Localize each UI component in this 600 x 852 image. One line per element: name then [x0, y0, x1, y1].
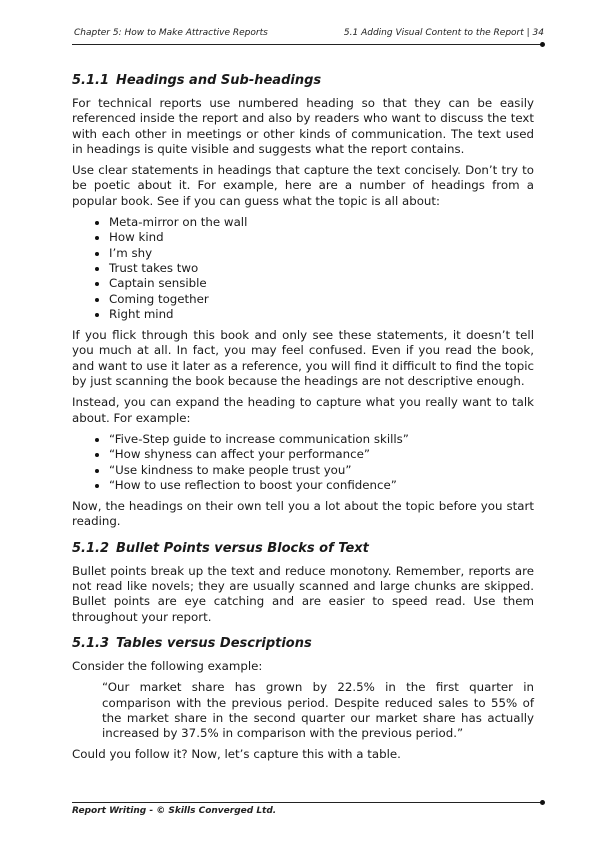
section-number: 5.1.1 [72, 73, 110, 88]
section-heading-5-1-3 [72, 635, 534, 653]
footer-rule-dot [540, 800, 545, 805]
list-item: “How shyness can affect your performance” [95, 447, 534, 462]
paragraph: Use clear statements in headings that capture the text concisely. Don’t try to be poetic about it. For example, here are a number of headings from a popular book. See if you can guess what the topic is all about: [72, 163, 534, 208]
header-rule-dot [540, 42, 545, 47]
page-body [72, 72, 534, 769]
section-heading-5-1-2 [72, 540, 534, 558]
header-rule [72, 44, 542, 45]
running-header [72, 26, 544, 44]
list-item: How kind [95, 230, 534, 245]
list-item: “How to use reflection to boost your confidence” [95, 478, 534, 493]
footer-rule [72, 802, 542, 803]
chapter-title: Chapter 5: How to Make Attractive Reports [74, 28, 268, 38]
paragraph: Bullet points break up the text and reduce monotony. Remember, reports are not read like novels; they are usually scanned and large chunks are skipped. Bullet points are eye catching and are easier to speed read. Use them throughout your report. [72, 563, 534, 624]
quoted-example: “Our market share has grown by 22.5% in the first quarter in comparison with the previous period. Despite reduced sales to 55% of the market share in the second quarter our market share has actually increased by 37.5% in comparison with the previous period.” [102, 680, 534, 741]
list-item: Meta-mirror on the wall [95, 215, 534, 230]
paragraph: For technical reports use numbered heading so that they can be easily referenced inside the report and also by readers who want to discuss the text with each other in meetings or other kinds of communication. The text used in headings is quite visible and suggests what the report contains. [72, 96, 534, 156]
section-number: 5.1.3 [72, 635, 110, 651]
list-item: “Five-Step guide to increase communication skills” [95, 432, 534, 447]
bullet-list-book-headings [72, 215, 534, 322]
section-title: Bullet Points versus Blocks of Text [116, 540, 369, 556]
section-title: Headings and Sub-headings [116, 73, 322, 88]
section-heading-5-1-1 [72, 72, 534, 90]
list-item: “Use kindness to make people trust you” [95, 463, 534, 478]
bullet-list-expanded-headings [72, 432, 534, 493]
paragraph: Could you follow it? Now, let’s capture this with a table. [72, 747, 401, 762]
list-item: I’m shy [95, 246, 534, 261]
list-item: Captain sensible [95, 276, 534, 291]
section-number: 5.1.2 [72, 540, 110, 556]
list-item: Right mind [95, 307, 534, 322]
paragraph: Now, the headings on their own tell you a lot about the topic before you start reading. [72, 499, 534, 529]
list-item: Trust takes two [95, 261, 534, 276]
list-item: Coming together [95, 292, 534, 307]
footer-text: Report Writing - © Skills Converged Ltd. [72, 806, 277, 816]
section-page-number: 5.1 Adding Visual Content to the Report | 34 [343, 28, 544, 38]
paragraph: If you flick through this book and only see these statements, it doesn’t tell you much at all. In fact, you may feel confused. Even if you read the book, and want to use it later as a reference, you will find it difficult to find the topic by just scanning the book because the headings are not descriptive enough. [72, 328, 534, 389]
paragraph: Consider the following example: [72, 658, 263, 673]
section-title: Tables versus Descriptions [116, 635, 312, 651]
paragraph: Instead, you can expand the heading to capture what you really want to talk about. For example: [72, 395, 534, 425]
